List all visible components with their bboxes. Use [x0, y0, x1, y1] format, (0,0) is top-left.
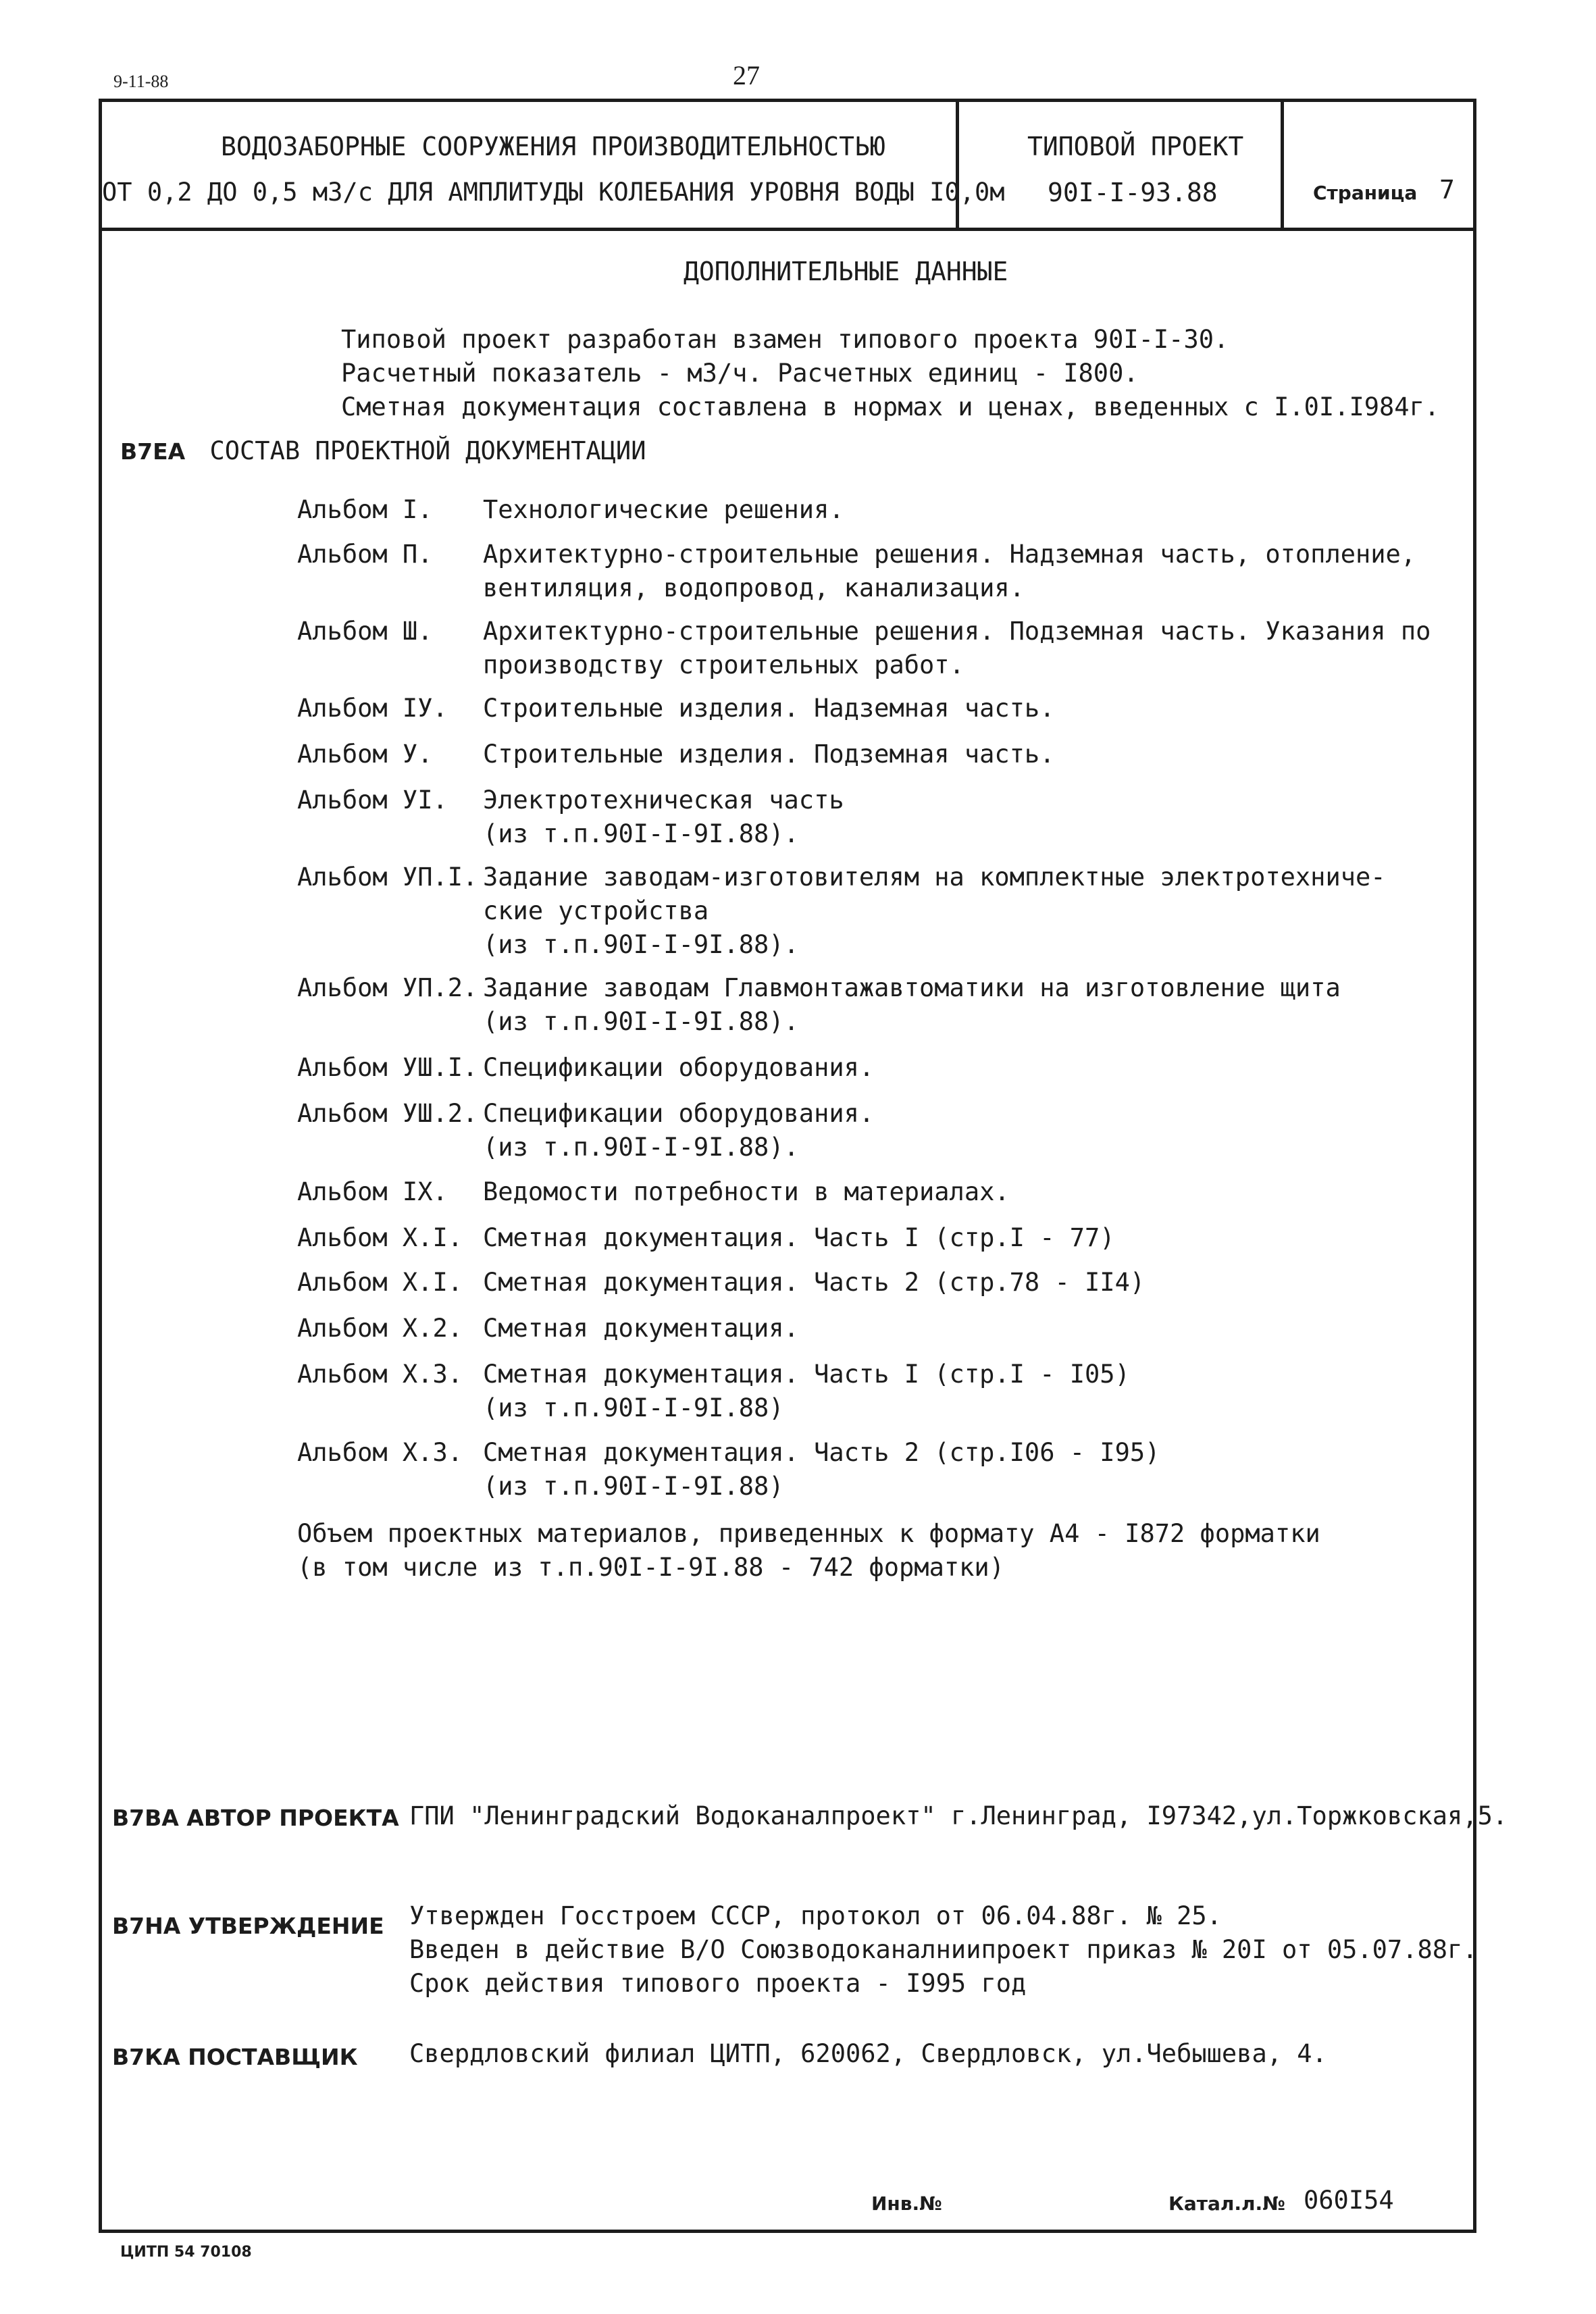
list-item: Альбом У. Строительные изделия. Подземная часть. — [297, 740, 1055, 769]
catalog-label: Катал.л.№ — [1168, 2192, 1285, 2215]
volume-line: Объем проектных материалов, приведенных к формату А4 - I872 форматки — [297, 1519, 1320, 1548]
composition-heading — [120, 436, 646, 465]
print-date: 9-11-88 — [113, 72, 169, 91]
sheet-number: 27 — [733, 60, 760, 91]
printer-mark: ЦИТП 54 70108 — [120, 2244, 252, 2261]
list-item: Альбом УП.2. Задание заводам Главмонтажавтоматики на изготовление щита (из т.п.90I-I-9I.88). — [297, 973, 1341, 1036]
approval-line: Введен в действие В/О Союзводоканалниипроект приказ № 20I от 05.07.88г. — [409, 1935, 1478, 1964]
title-divider-1 — [956, 102, 959, 228]
catalog-value: 060I54 — [1304, 2186, 1394, 2215]
approval-line: Срок действия типового проекта - I995 год — [409, 1969, 1027, 1998]
volume-line: (в том числе из т.п.90I-I-9I.88 - 742 форматки) — [297, 1553, 1004, 1582]
list-item: Альбом Ш. Архитектурно-строительные решения. Подземная часть. Указания по производству строительных работ. — [297, 617, 1431, 679]
list-item: Альбом УП.I. Задание заводам-изготовителям на комплектные электротехниче- ские устройства (из т.п.90I-I-9I.88). — [297, 863, 1386, 959]
inventory-label: Инв.№ — [871, 2192, 942, 2215]
list-item: Альбом Х.2. Сметная документация. — [297, 1314, 799, 1343]
title-line-2: ОТ 0,2 ДО 0,5 м3/с ДЛЯ АМПЛИТУДЫ КОЛЕБАНИЯ УРОВНЯ ВОДЫ I0,0м — [102, 178, 1005, 207]
author-text: ГПИ "Ленинградский Водоканалпроект" г.Ленинград, I97342,ул.Торжковская,5. — [409, 1801, 1508, 1830]
list-item: Альбом I. Технологические решения. — [297, 495, 844, 524]
intro-line: Расчетный показатель - м3/ч. Расчетных единиц - I800. — [341, 359, 1139, 388]
title-divider-2 — [1281, 102, 1284, 228]
intro-line: Сметная документация составлена в нормах и ценах, введенных с I.0I.I984г. — [341, 392, 1440, 421]
approval-line: Утвержден Госстроем СССР, протокол от 06.04.88г. № 25. — [409, 1901, 1222, 1930]
supplier-text: Свердловский филиал ЦИТП, 620062, Свердловск, ул.Чебышева, 4. — [409, 2039, 1327, 2068]
intro-block — [341, 323, 1439, 424]
list-item: Альбом Х.I. Сметная документация. Часть 2 (стр.78 - II4) — [297, 1268, 1145, 1297]
list-item: Альбом П. Архитектурно-строительные решения. Надземная часть, отопление, вентиляция, водопровод, канализация. — [297, 540, 1416, 602]
list-item: Альбом IX. Ведомости потребности в материалах. — [297, 1177, 1010, 1206]
list-item: Альбом Х.3. Сметная документация. Часть I (стр.I - I05) (из т.п.90I-I-9I.88) — [297, 1360, 1130, 1422]
title-line-1: ВОДОЗАБОРНЫЕ СООРУЖЕНИЯ ПРОИЗВОДИТЕЛЬНОСТЬЮ — [221, 132, 885, 161]
list-item: Альбом Х.3. Сметная документация. Часть 2 (стр.I06 - I95) (из т.п.90I-I-9I.88) — [297, 1438, 1160, 1501]
project-number: 90I-I-93.88 — [1048, 178, 1218, 207]
composition-title: СОСТАВ ПРОЕКТНОЙ ДОКУМЕНТАЦИИ — [209, 436, 646, 465]
list-item: Альбом УШ.I. Спецификации оборудования. — [297, 1053, 875, 1082]
section-title: ДОПОЛНИТЕЛЬНЫЕ ДАННЫЕ — [684, 257, 1008, 286]
list-item: Альбом УШ.2. Спецификации оборудования. (из т.п.90I-I-9I.88). — [297, 1099, 875, 1162]
list-item: Альбом УI. Электротехническая часть (из т.п.90I-I-9I.88). — [297, 786, 844, 848]
supplier-label: В7КА ПОСТАВЩИК — [112, 2044, 358, 2070]
author-label: В7ВА АВТОР ПРОЕКТА — [112, 1805, 399, 1831]
composition-code: В7ЕА — [120, 438, 186, 465]
approval-label: В7НА УТВЕРЖДЕНИЕ — [112, 1913, 384, 1939]
title-block — [99, 99, 1476, 231]
intro-line: Типовой проект разработан взамен типового проекта 90I-I-30. — [341, 325, 1229, 354]
page-label: Страница — [1313, 182, 1418, 204]
approval-block — [409, 1899, 1478, 2001]
project-type-label: ТИПОВОЙ ПРОЕКТ — [1027, 132, 1244, 161]
list-item: Альбом Х.I. Сметная документация. Часть I (стр.I - 77) — [297, 1223, 1115, 1252]
page-value: 7 — [1439, 175, 1455, 205]
volume-block — [297, 1517, 1320, 1585]
list-item: Альбом IУ. Строительные изделия. Надземная часть. — [297, 694, 1055, 723]
